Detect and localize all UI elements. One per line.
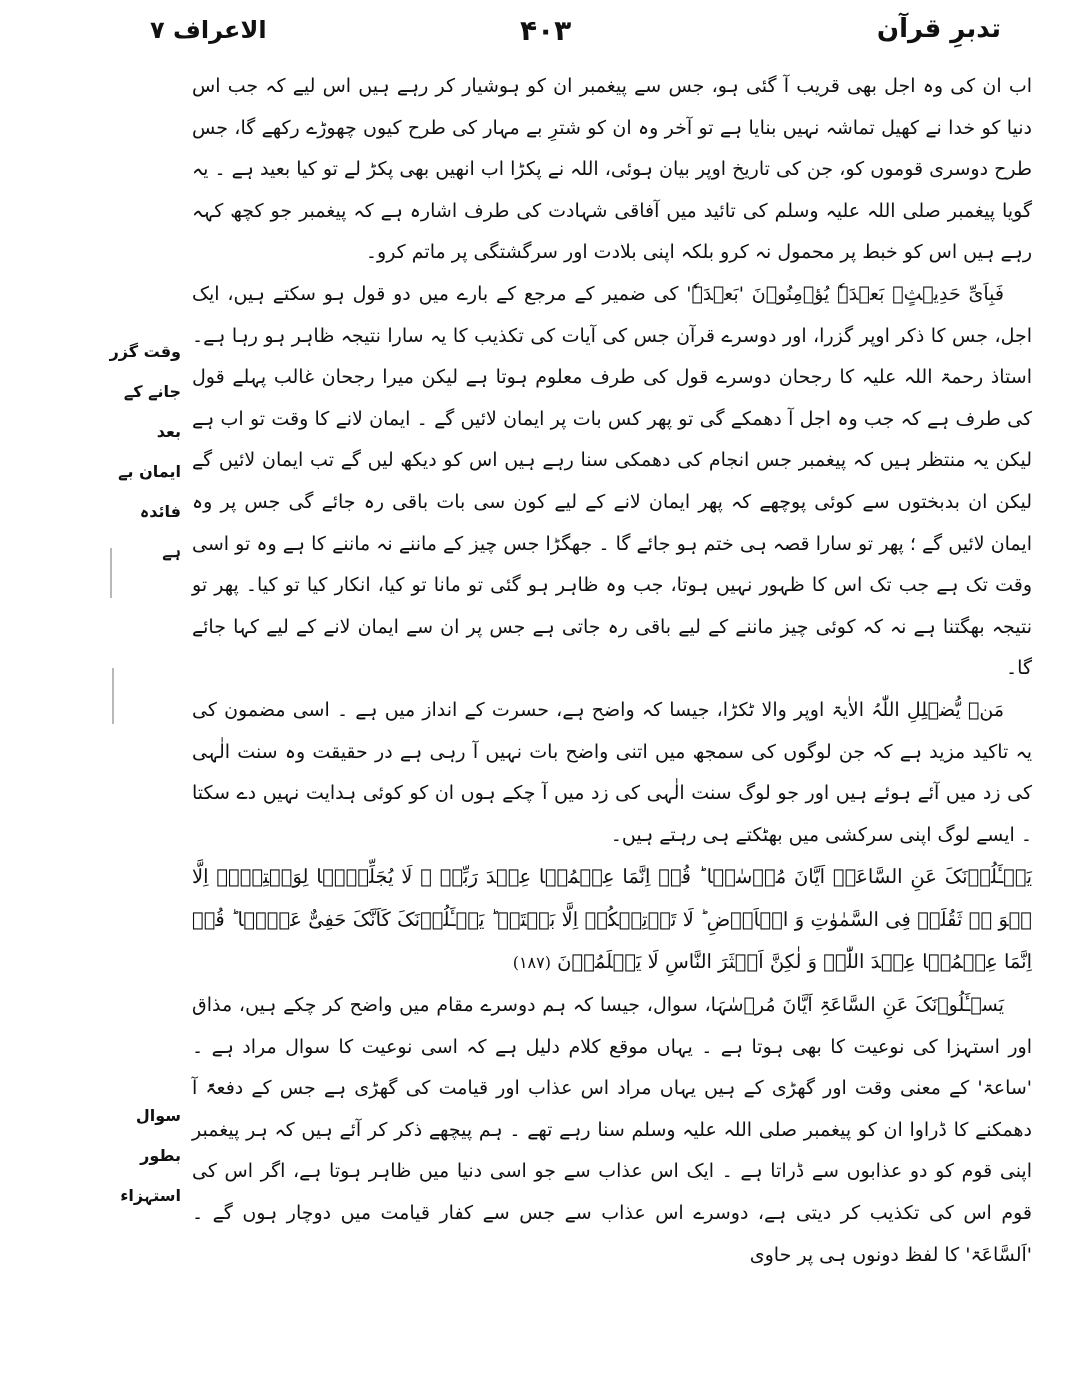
paragraph-4: یَسۡـَٔلُوۡنَکَ عَنِ السَّاعَۃِ اَیَّانَ مُرۡسٰہَا، سوال، جیسا کہ ہم دوسرے مقام میں واضح کر چکے ہیں، مذاق اور استہزا کی نوعیت کا بھی ہوتا ہے ۔ یہاں موقع کلام دلیل ہے کہ اسی نوعیت کا سوال مراد ہے ۔ 'ساعۃ' کے معنی وقت اور گھڑی کے ہیں یہاں مراد اس عذاب اور قیامت کی گھڑی ہے جس کے دفعۃً آ دھمکنے کا ڈراوا ان کو پیغمبر صلی اللہ علیہ وسلم سنا رہے تھے ۔ ہم پیچھے ذکر کر آئے ہیں کہ ہر پیغمبر اپنی قوم کو دو عذابوں سے ڈراتا ہے ۔ ایک اس عذاب سے جو اسی دنیا میں ظاہر ہوتا ہے، اگر اس کی قوم اس کی تکذیب کر دیتی ہے، دوسرے اس عذاب سے جس سے کفار قیامت میں دوچار ہوں گے ۔ 'اَلسَّاعَۃ' کا لفظ دونوں ہی پر حاوی bbox=[192, 994, 1032, 1266]
margin-note-line: سوال بطور bbox=[135, 1106, 181, 1165]
paragraph-2: فَبِاَیِّ حَدِیۡثٍۭ بَعۡدَہٗ یُؤۡمِنُوۡنَ 'بَعۡدَہٗ' کی ضمیر کے مرجع کے بارے میں دو قول ہو سکتے ہیں، ایک اجل، جس کا ذکر اوپر گزرا، اور دوسرے قرآن جس کی آیات کی تکذیب کا یہ سارا نتیجہ ظاہر ہو رہا ہے۔ استاذ رحمۃ اللہ علیہ کا رجحان دوسرے قول کی طرف معلوم ہوتا ہے لیکن میرا رجحان غالب پہلے قول کی طرف ہے کہ جب وہ اجل آ دھمکے گی تو پھر کس بات پر ایمان لائیں گے ۔ ایمان لانے کا وقت تو اب ہے لیکن یہ منتظر ہیں کہ پیغمبر جس انجام کی دھمکی سنا رہے ہیں اس کو دیکھ لیں گے تب ایمان لائیں گے لیکن ان بدبختوں سے کوئی پوچھے کہ پھر ایمان لانے کے لیے کون سی بات باقی رہ جائے گی جس پر وہ ایمان لائیں گے ؛ پھر تو سارا قصہ ہی ختم ہو جائے گا ۔ جھگڑا جس چیز کے ماننے نہ ماننے کا ہے وہ تو اسی وقت تک ہے جب تک اس کا ظہور نہیں ہوتا، جب وہ ظاہر ہو گئی تو مانا تو کیا، انکار کیا تو کیا۔ پھر تو نتیجہ بھگتنا ہے نہ کہ کوئی چیز ماننے کے لیے باقی رہ جاتی ہے جس پر ان سے ایمان لانے کے لیے کہا جائے گا۔ bbox=[192, 282, 1032, 680]
book-title: تدبرِ قرآن bbox=[876, 14, 1001, 44]
margin-note-line: ایمان بے فائدہ bbox=[118, 462, 181, 521]
margin-note-2 bbox=[95, 1096, 181, 1216]
paragraph-3: مَنۡ یُّضۡلِلِ اللّٰہُ الاٰیۃ اوپر والا ٹکڑا، جیسا کہ واضح ہے، حسرت کے انداز میں ہے ۔ اسی مضمون کی یہ تاکید مزید ہے کہ جن لوگوں کی سمجھ میں اتنی واضح بات نہیں آ رہی ہے در حقیقت وہ سنت الٰہی کی زد میں آئے ہوئے ہیں اور جو لوگ سنت الٰہی کی زد میں آ چکے ہوں ان کو کوئی ہدایت نہیں دے سکتا ۔ ایسے لوگ اپنی سرکشی میں بھٹکتے ہی رہتے ہیں۔ bbox=[192, 698, 1032, 846]
ayah-text: یَسۡـَٔلُوۡنَکَ عَنِ السَّاعَۃِ اَیَّانَ مُرۡسٰہَا ؕ قُلۡ اِنَّمَا عِلۡمُہَا عِنۡدَ رَبِّیۡ ۚ لَا یُجَلِّیۡہَا لِوَقۡتِہَاۤ اِلَّا ہُوَ ؕۘ ثَقُلَتۡ فِی السَّمٰوٰتِ وَ الۡاَرۡضِ ؕ لَا تَاۡتِیۡکُمۡ اِلَّا بَغۡتَۃً ؕ یَسۡـَٔلُوۡنَکَ کَاَنَّکَ حَفِیٌّ عَنۡہَا ؕ قُلۡ اِنَّمَا عِلۡمُہَا عِنۡدَ اللّٰہِ وَ لٰکِنَّ اَکۡثَرَ النَّاسِ لَا یَعۡلَمُوۡنَ bbox=[192, 865, 1032, 974]
ayah-number: (۱۸۷) bbox=[512, 953, 551, 973]
paragraph-1: اب ان کی وہ اجل بھی قریب آ گئی ہو، جس سے پیغمبر ان کو ہوشیار کر رہے ہیں اس لیے کہ جب اس دنیا کو خدا نے کھیل تماشہ نہیں بنایا ہے تو آخر وہ ان کو شترِ بے مہار کی طرح کیوں چھوڑے رکھے گا، جس طرح دوسری قوموں کو، جن کی تاریخ اوپر بیان ہوئی، اللہ نے پکڑا اب انھیں بھی پکڑ لے تو کیا بعید ہے ۔ یہ گویا پیغمبر صلی اللہ علیہ وسلم کی تائید میں آفاقی شہادت کی طرف اشارہ ہے کہ پیغمبر جو کچھ کہہ رہے ہیں اس کو خبط پر محمول نہ کرو بلکہ اپنی بلادت اور سرگشتگی پر ماتم کرو۔ bbox=[192, 75, 1032, 264]
margin-note-line: وقت گزر bbox=[109, 342, 181, 361]
pencil-mark bbox=[112, 668, 114, 724]
page-number: ۴۰۳ bbox=[520, 14, 572, 47]
margin-note-line: جانے کے بعد bbox=[123, 382, 181, 441]
margin-note-line: ہے bbox=[162, 542, 181, 561]
surah-name: الاعراف ۷ bbox=[150, 16, 267, 44]
margin-note-line: استہزاء bbox=[120, 1186, 181, 1205]
quran-verse bbox=[192, 856, 1032, 985]
pencil-mark bbox=[110, 548, 112, 598]
main-text bbox=[192, 66, 1032, 1376]
margin-note-1 bbox=[95, 332, 181, 572]
